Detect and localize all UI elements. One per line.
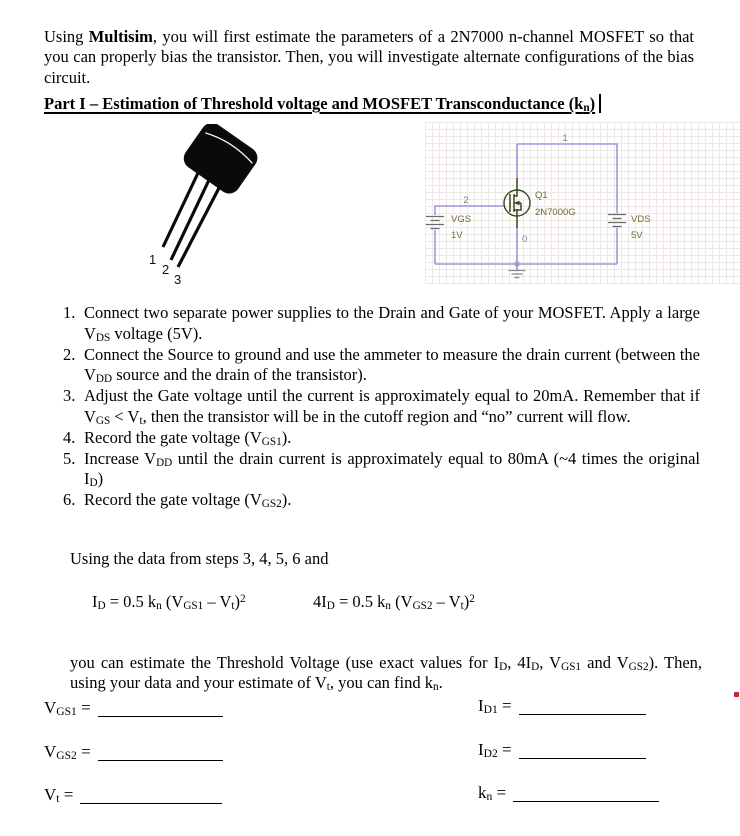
junction-dot (515, 262, 519, 266)
list-text: Record the gate voltage $(V_{GS2})$. (84, 490, 292, 511)
blank-field-kn (478, 783, 659, 804)
ground-icon (509, 266, 526, 278)
mosfet-symbol (504, 178, 530, 228)
blank-label: $I_{D2}$ = (478, 739, 512, 760)
list-item (44, 490, 700, 511)
list-item (44, 303, 700, 345)
circuit-wires (435, 144, 617, 264)
blank-label: $V_{GS1}$ = (44, 698, 91, 719)
blank-label: $k_n$ = (478, 783, 507, 804)
pin-label-3: 3 (174, 272, 182, 287)
pin-label-2: 2 (162, 262, 170, 277)
equation-4id: $4I_D = 0.5$ $k_n$ $(V_{GS2} - V_t)^2$ (313, 592, 475, 613)
list-number: 3. (63, 386, 76, 406)
using-data-line: Using the data from steps 3, 4, 5, 6 and (70, 549, 329, 568)
blank-field-vt (44, 785, 223, 806)
blank-label: $V_{GS2}$ = (44, 741, 91, 762)
list-number: 2. (63, 344, 76, 364)
list-item (44, 386, 700, 428)
transistor-leg-highlight (173, 181, 211, 261)
blank-field-id1 (478, 696, 659, 717)
blank-line[interactable] (513, 784, 659, 802)
list-text: Increase $V_{DD}$ until the drain current is approximately equal to 80mA (~4 times the original $I_D$) (84, 448, 700, 490)
list-number: 4. (63, 427, 76, 447)
vgs-label: VGS (451, 214, 472, 225)
blank-field-vgs2 (44, 742, 223, 763)
blank-field-vgs1 (44, 698, 223, 719)
list-text: Connect the Source to ground and use the ammeter to measure the drain current (between the $V_{DD}$ source and the drain of the transistor). (84, 344, 700, 386)
list-item (44, 428, 700, 449)
blank-line[interactable] (519, 741, 646, 759)
blank-fields-left-column (44, 698, 223, 806)
list-item (44, 345, 700, 387)
blank-line[interactable] (98, 743, 223, 761)
vds-battery-icon (608, 215, 626, 227)
list-number: 6. (63, 490, 76, 510)
comment-marker-icon (734, 692, 739, 697)
pin-label-1: 1 (149, 252, 157, 267)
estimate-paragraph: you can estimate the Threshold Voltage (use exact values for $I_D$, $4I_D$, $V_{GS1}$ and $V_{GS2}$). Then, using your data and your estimate of $V_t$, you can find $k_n$. (70, 652, 703, 694)
list-number: 5. (63, 448, 76, 468)
mosfet-part-label: 2N7000G (535, 207, 576, 218)
text-cursor (599, 94, 601, 113)
list-number: 1. (63, 303, 76, 322)
net-label-drain: 1 (562, 133, 568, 144)
mosfet-ref-label: Q1 (535, 190, 548, 201)
vds-value-label: 5V (631, 230, 643, 241)
wire-drain-net (517, 144, 617, 213)
equation-id: $I_D = 0.5$ $k_n$ $(V_{GS1} - V_t)^2$ (92, 592, 246, 613)
list-item (44, 449, 700, 491)
net-label-ground: 0 (522, 234, 528, 245)
list-text: Connect two separate power supplies to the Drain and Gate of your MOSFET. Apply a large $V_{DS}$ voltage (5V). (84, 303, 700, 344)
section-heading (44, 94, 601, 114)
multisim-circuit-figure (425, 122, 740, 284)
transistor-package-figure (146, 124, 286, 288)
instruction-list (44, 303, 700, 511)
vds-label: VDS (631, 214, 651, 225)
blank-line[interactable] (98, 699, 223, 717)
blank-label: $I_{D1}$ = (478, 696, 512, 717)
vgs-battery-icon (426, 217, 444, 229)
list-text: Record the gate voltage $(V_{GS1})$. (84, 427, 292, 448)
blank-fields-right-column (478, 696, 659, 804)
section-heading-text: Part I – Estimation of Threshold voltage and MOSFET Transconductance $(k_n)$ (44, 94, 596, 115)
blank-line[interactable] (519, 697, 646, 715)
vgs-value-label: 1V (451, 230, 463, 241)
blank-label: $V_t$ = (44, 785, 74, 806)
net-label-gate: 2 (463, 195, 469, 206)
list-text: Adjust the Gate voltage until the current is approximately equal to 20mA. Remember that if $V_{GS} < V_t$, then the transistor will be in the cutoff region and “no” current will flow. (84, 386, 700, 427)
transistor-legs (163, 173, 222, 268)
blank-line[interactable] (80, 786, 222, 804)
intro-paragraph: Using Multisim, you will first estimate the parameters of a 2N7000 n-channel MOSFET so that you can properly bias the transistor. Then, you will investigate alternate configurations of the bias circuit. (44, 26, 694, 87)
blank-field-id2 (478, 740, 659, 761)
